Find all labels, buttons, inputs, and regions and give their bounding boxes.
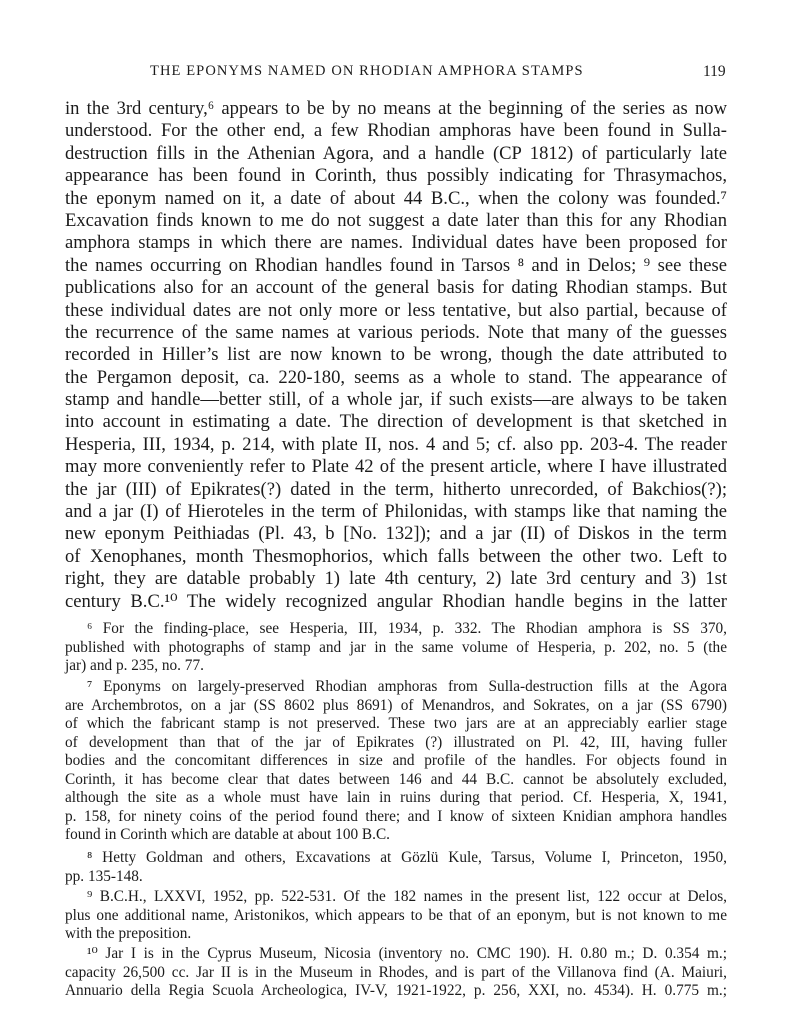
body-line: new eponym Peithiadas (Pl. 43, b [No. 132]); and a jar (II) of Diskos in the term	[65, 523, 727, 545]
body-line: of Xenophanes, month Thesmophorios, which falls between the other two. Left to	[65, 545, 727, 567]
footnote-line: Annuario della Regia Scuola Archeologica, IV-V, 1921-1922, p. 256, XXI, no. 4534). H. 0.775 m.;	[65, 982, 727, 999]
footnote-7	[65, 678, 727, 845]
footnote-line: p. 158, for ninety coins of the period found there; and I know of sixteen Knidian amphora handles	[65, 807, 727, 825]
footnote-line: ⁷ Eponyms on largely-preserved Rhodian amphoras from Sulla-destruction fills at the Agora	[87, 678, 727, 695]
footnote-6	[65, 620, 727, 676]
page-number: 119	[703, 63, 726, 80]
footnote-line: ⁹ B.C.H., LXXVI, 1952, pp. 522-531. Of the 182 names in the present list, 122 occur at Delos,	[87, 888, 727, 905]
body-text	[65, 98, 727, 613]
footnote-line: bodies and the concomitant differences in size and profile of the handles. For objects found in	[65, 752, 727, 769]
body-line: Hesperia, III, 1934, p. 214, with plate II, nos. 4 and 5; cf. also pp. 203-4. The reader	[65, 433, 727, 455]
body-line: right, they are datable probably 1) late 4th century, 2) late 3rd century and 3) 1st	[65, 568, 727, 590]
running-head: THE EPONYMS NAMED ON RHODIAN AMPHORA STAMPS	[150, 63, 584, 79]
footnote-line: ⁸ Hetty Goldman and others, Excavations at Gözlü Kule, Tarsus, Volume I, Princeton, 1950,	[87, 849, 727, 866]
footnote-line: although the site as a whole must have lain in ruins during that period. Cf. Hesperia, X, 1941,	[65, 789, 727, 806]
body-line: these individual dates are not only more or less tentative, but also partial, because of	[65, 299, 727, 321]
footnote-line: of which the fabricant stamp is not preserved. These two jars are at an appreciably earlier stage	[65, 715, 727, 732]
footnote-line: published with photographs of stamp and jar in the same volume of Hesperia, p. 202, no. 5 (the	[65, 638, 727, 656]
body-line: stamp and handle—better still, of a whole jar, if such exists—are always to be taken	[65, 389, 727, 411]
body-line: publications also for an account of the general basis for dating Rhodian stamps. But	[65, 277, 727, 299]
footnote-line: jar) and p. 235, no. 77.	[65, 657, 204, 674]
body-line: Excavation finds known to me do not suggest a date later than this for any Rhodian	[65, 209, 727, 231]
body-line: may more conveniently refer to Plate 42 of the present article, where I have illustrated	[65, 456, 727, 478]
footnote-9	[65, 888, 727, 944]
body-line: in the 3rd century,⁶ appears to be by no means at the beginning of the series as now	[65, 98, 727, 119]
body-line: understood. For the other end, a few Rhodian amphoras have been found in Sulla-	[65, 120, 727, 142]
footnote-line: capacity 26,500 cc. Jar II is in the Museum in Rhodes, and is part of the Villanova find (A. Maiuri,	[65, 963, 727, 981]
body-line: the recurrence of the same names at various periods. Note that many of the guesses	[65, 321, 727, 343]
body-line: the names occurring on Rhodian handles found in Tarsos ⁸ and in Delos; ⁹ see these	[65, 254, 727, 276]
footnote-line: found in Corinth which are datable at about 100 B.C.	[65, 826, 390, 843]
footnote-line: Corinth, it has become clear that dates between 146 and 44 B.C. cannot be absolutely excluded,	[65, 770, 727, 788]
body-line: into account in estimating a date. The direction of development is that sketched in	[65, 411, 727, 433]
body-line: appearance has been found in Corinth, thus possibly indicating for Thrasymachos,	[65, 165, 727, 187]
footnote-line: of development than that of the jar of Epikrates (?) illustrated on Pl. 42, III, having fuller	[65, 733, 727, 751]
body-line: and a jar (I) of Hieroteles in the term of Philonidas, with stamps like that naming the	[65, 501, 727, 523]
body-line: the Pergamon deposit, ca. 220-180, seems as a whole to stand. The appearance of	[65, 366, 727, 388]
body-line: century B.C.¹⁰ The widely recognized angular Rhodian handle begins in the latter	[65, 590, 727, 612]
footnote-line: ⁶ For the finding-place, see Hesperia, III, 1934, p. 332. The Rhodian amphora is SS 370,	[87, 620, 727, 637]
body-line: the jar (III) of Epikrates(?) dated in the term, hitherto unrecorded, of Bakchios(?);	[65, 478, 727, 500]
footnote-line: pp. 135-148.	[65, 867, 143, 885]
footnote-10	[65, 945, 727, 1001]
body-line: the eponym named on it, a date of about 44 B.C., when the colony was founded.⁷	[65, 187, 727, 209]
footnote-line: are Archembrotos, on a jar (SS 8602 plus 8691) of Menandros, and Sokrates, on a jar (SS 6790)	[65, 696, 727, 714]
footnote-8	[65, 849, 727, 886]
body-line: recorded in Hiller’s list are now known to be wrong, though the date attributed to	[65, 344, 727, 366]
body-line: destruction fills in the Athenian Agora, and a handle (CP 1812) of particularly late	[65, 142, 727, 164]
footnote-line: with the preposition.	[65, 925, 192, 942]
footnote-line: ¹⁰ Jar I is in the Cyprus Museum, Nicosia (inventory no. CMC 190). H. 0.80 m.; D. 0.354 m.;	[87, 945, 727, 962]
footnote-line: plus one additional name, Aristonikos, which appears to be that of an eponym, but is not known to me	[65, 906, 727, 924]
body-line: amphora stamps in which there are names. Individual dates have been proposed for	[65, 232, 727, 254]
